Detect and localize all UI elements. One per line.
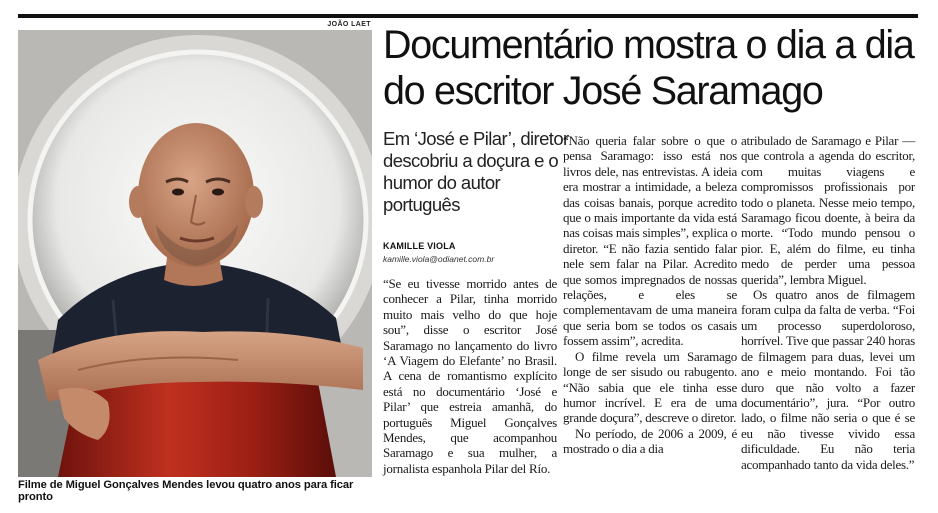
headline: Documentário mostra o dia a dia do escritor José Saramago — [383, 23, 914, 113]
photo-caption: Filme de Miguel Gonçalves Mendes levou quatro anos para ficar pronto — [18, 479, 354, 503]
top-rule — [18, 14, 918, 18]
article-photo — [18, 30, 372, 477]
paragraph: atribulado de Saramago e Pilar — que controla a agenda do escritor, com muitas viagens e compromissos profissionais por todo o planeta. Nesse meio tempo, Saramago ficou doente, à beira da morte. “Todo mundo pensou o pior. E, além do filme, eu tinha medo de perder uma pessoa querida”, lembra Miguel. — [741, 133, 915, 287]
subheadline: Em ‘José e Pilar’, diretor descobriu a doçura e o humor do autor português — [383, 128, 569, 215]
byline-author: KAMILLE VIOLA — [383, 241, 456, 251]
article-column-3 — [741, 133, 915, 472]
article-column-2 — [563, 133, 737, 457]
paragraph: “Não queria falar sobre o que o pensa Saramago: isso está nos livros dele, nas entrevistas. A ideia era mostrar a intimidade, a beleza das coisas banais, porque acredito que o mais importante da vida está nas coisas mais simples”, explica o diretor. “E não fazia sentido falar nele sem falar na Pilar. Acredito que somos impregnados de nossas relações, e eles se complementavam de uma maneira que seria bom se todos os casais fossem assim”, acredita. — [563, 133, 737, 349]
paragraph: Os quatro anos de filmagem foram culpa da falta de verba. “Foi um processo superdoloroso, horrível. Tive que passar 240 horas de filmagem para duas, levei um ano e meio montando. Foi tão duro que não volto a fazer documentário”, jura. “Por outro lado, o filme não seria o que é se eu não tivesse vivido essa dificuldade. Eu não teria acompanhado tanto da vida deles.” — [741, 287, 915, 472]
article-column-1 — [383, 276, 557, 476]
byline-email[interactable]: kamille.viola@odianet.com.br — [383, 254, 495, 264]
paragraph: No período, de 2006 a 2009, é mostrado o dia a dia — [563, 425, 737, 457]
photo-credit: JOÃO LAET — [327, 21, 371, 28]
paragraph: O filme revela um Saramago longe de ser sisudo ou rabugento. “Não sabia que ele tinha esse humor incrível. E era de uma grande doçura”, descreve o diretor. — [563, 348, 737, 426]
paragraph: “Se eu tivesse morrido antes de conhecer a Pilar, tinha morrido muito mais velho do que hoje sou”, disse o escritor José Saramago no lançamento do livro ‘A Viagem do Elefante’ no Brasil. A cena de romantismo explícito está no documentário ‘José e Pilar’ que estreia amanhã, do português Miguel Gonçalves Mendes, que acompanhou Saramago e sua mulher, a jornalista espanhola Pilar del Río. — [383, 276, 557, 476]
